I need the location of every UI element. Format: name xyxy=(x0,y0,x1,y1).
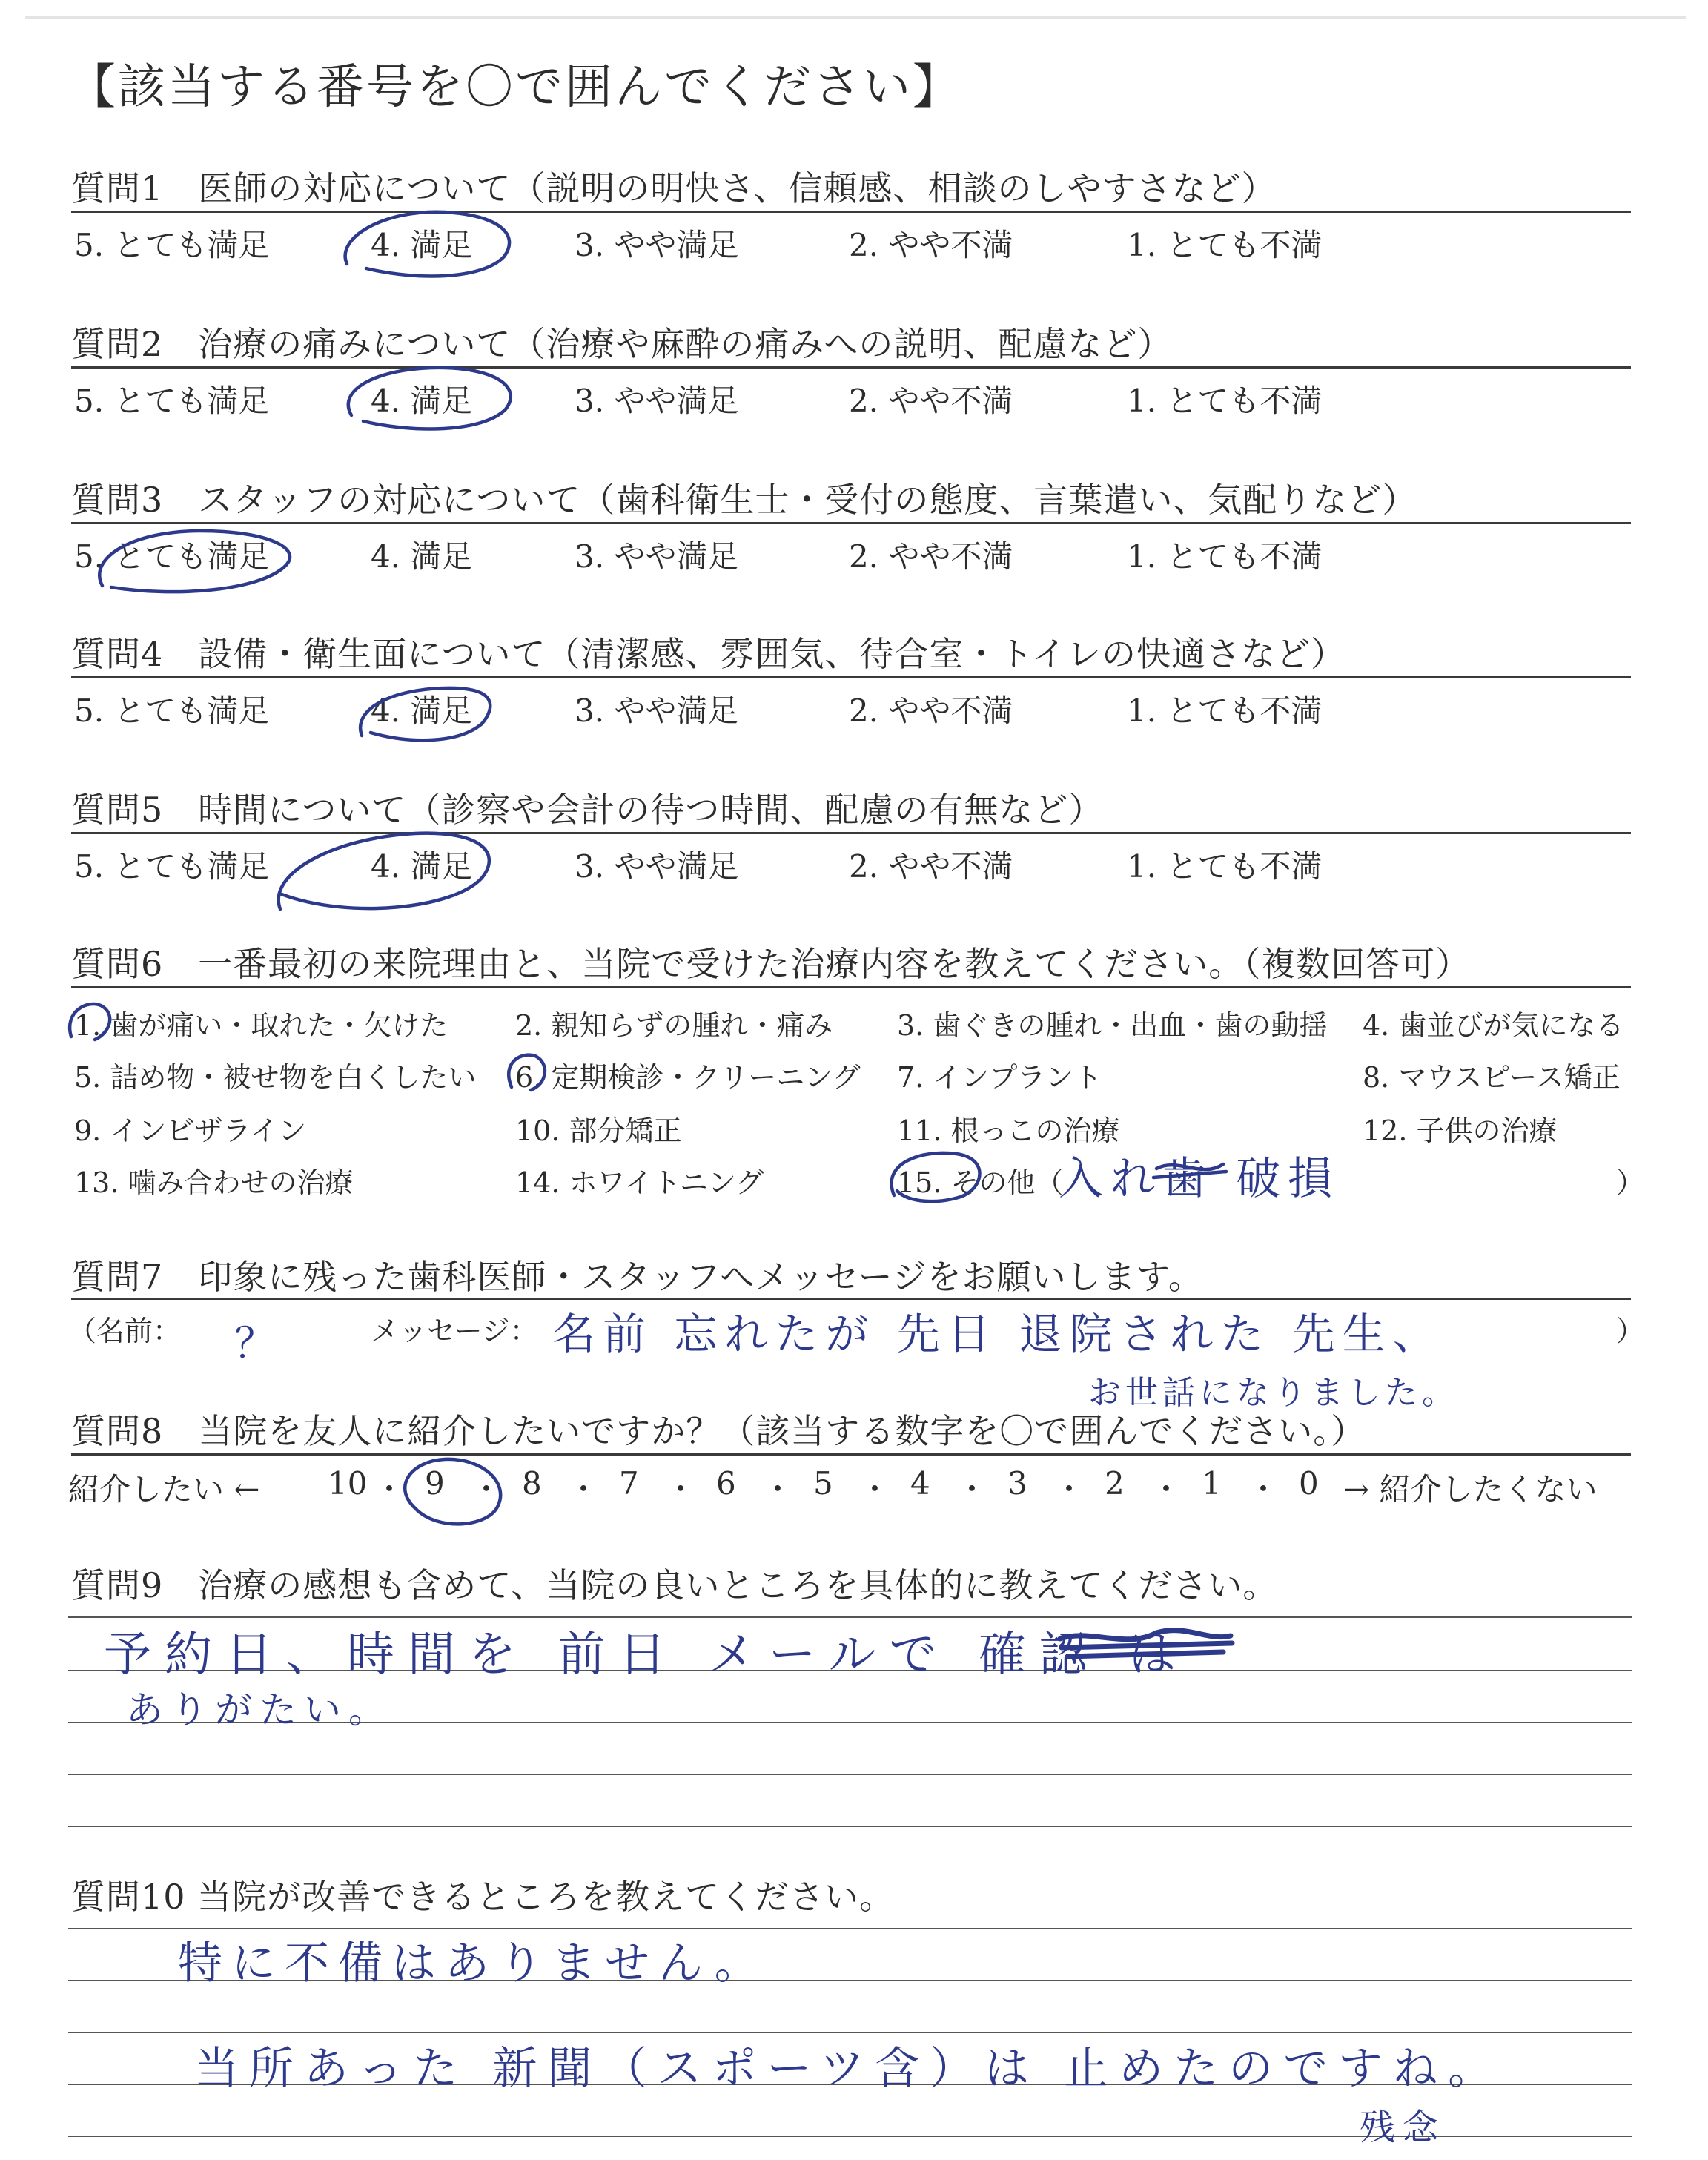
q6-other-handwritten[interactable]: 入れ歯 破損 xyxy=(1059,1153,1340,1205)
q6-option-1[interactable]: 1. 歯が痛い・取れた・欠けた xyxy=(74,1009,448,1042)
q4-option-3[interactable]: 3. やや満足 xyxy=(575,693,739,729)
question-4-title: 質問4 設備・衛生面について（清潔感、雰囲気、待合室・トイレの快適さなど） xyxy=(71,634,1346,674)
q8-scale-value-1[interactable]: 1 xyxy=(1202,1465,1222,1502)
q4-option-4[interactable]: 4. 満足 xyxy=(371,693,473,729)
q8-scale-separator: ・ xyxy=(1151,1471,1182,1507)
q8-scale-separator: ・ xyxy=(762,1471,794,1507)
q8-scale-separator: ・ xyxy=(1248,1471,1280,1507)
q6-option-12[interactable]: 12. 子供の治療 xyxy=(1363,1114,1558,1147)
q4-option-2[interactable]: 2. やや不満 xyxy=(849,693,1013,729)
q5-option-1[interactable]: 1. とても不満 xyxy=(1127,848,1323,885)
q8-scale-value-4[interactable]: 4 xyxy=(910,1465,930,1502)
q8-scale-separator: ・ xyxy=(956,1471,988,1507)
q10-answer-handwritten-1[interactable]: 特に不備はありません。 xyxy=(178,1938,768,1989)
q8-scale-value-3[interactable]: 3 xyxy=(1007,1465,1027,1502)
q1-option-1[interactable]: 1. とても不満 xyxy=(1127,227,1323,263)
q8-scale-value-8[interactable]: 8 xyxy=(522,1465,542,1502)
q6-option-5[interactable]: 5. 詰め物・被せ物を白くしたい xyxy=(74,1061,477,1094)
q8-scale-separator: ・ xyxy=(1053,1471,1085,1507)
question-2-rule xyxy=(71,366,1631,369)
q8-left-label: 紹介したい ← xyxy=(68,1471,260,1507)
question-2-title: 質問2 治療の痛みについて（治療や麻酔の痛みへの説明、配慮など） xyxy=(71,324,1173,364)
q3-option-1[interactable]: 1. とても不満 xyxy=(1127,538,1323,575)
q8-right-label: → 紹介したくない xyxy=(1343,1471,1598,1507)
q8-scale-value-10[interactable]: 10 xyxy=(328,1465,368,1502)
q3-option-2[interactable]: 2. やや不満 xyxy=(849,538,1013,575)
q6-option-14[interactable]: 14. ホワイトニング xyxy=(515,1166,764,1199)
q6-option-7[interactable]: 7. インプラント xyxy=(897,1061,1102,1094)
q9-answer-line-5 xyxy=(68,1826,1632,1827)
q2-option-4[interactable]: 4. 満足 xyxy=(371,383,473,419)
question-6-title: 質問6 一番最初の来院理由と、当院で受けた治療内容を教えてください。（複数回答可） xyxy=(71,944,1471,984)
q1-option-2[interactable]: 2. やや不満 xyxy=(849,227,1013,263)
question-7-title: 質問7 印象に残った歯科医師・スタッフへメッセージをお願いします。 xyxy=(71,1257,1203,1297)
q7-message-label: メッセージ： xyxy=(371,1315,538,1347)
q5-option-3[interactable]: 3. やや満足 xyxy=(575,848,739,885)
question-8-rule xyxy=(71,1453,1631,1456)
q8-scale-value-7[interactable]: 7 xyxy=(619,1465,639,1502)
q10-answer-handwritten-2[interactable]: 当所あった 新聞（スポーツ含）は 止めたのですね。 xyxy=(194,2043,1503,2095)
q6-option-9[interactable]: 9. インビザライン xyxy=(74,1114,307,1147)
top-border xyxy=(25,16,1686,19)
q8-scale-separator: ・ xyxy=(859,1471,891,1507)
q7-close-paren: ） xyxy=(1616,1315,1645,1347)
question-4-rule xyxy=(71,676,1631,678)
q6-option-10[interactable]: 10. 部分矯正 xyxy=(515,1114,682,1147)
q8-scale-separator: ・ xyxy=(471,1471,503,1507)
question-1-title: 質問1 医師の対応について（説明の明快さ、信頼感、相談のしやすさなど） xyxy=(71,168,1277,208)
question-3-rule xyxy=(71,522,1631,524)
q8-scale-value-6[interactable]: 6 xyxy=(716,1465,736,1502)
q9-answer-handwritten-1[interactable]: 予約日、時間を 前日 メールで 確認 は xyxy=(104,1628,1190,1682)
q7-message-line-2[interactable]: お世話になりました。 xyxy=(1088,1374,1459,1412)
q6-other-close-paren: ） xyxy=(1616,1166,1645,1199)
q2-option-5[interactable]: 5. とても満足 xyxy=(74,383,270,419)
q1-option-5[interactable]: 5. とても満足 xyxy=(74,227,270,263)
q6-option-13[interactable]: 13. 噛み合わせの治療 xyxy=(74,1166,354,1199)
q2-option-1[interactable]: 1. とても不満 xyxy=(1127,383,1323,419)
q5-option-2[interactable]: 2. やや不満 xyxy=(849,848,1013,885)
q2-option-2[interactable]: 2. やや不満 xyxy=(849,383,1013,419)
q5-option-4[interactable]: 4. 満足 xyxy=(371,848,473,885)
q7-name-label: （名前： xyxy=(68,1315,182,1347)
q9-answer-line-4 xyxy=(68,1774,1632,1775)
q8-scale-separator: ・ xyxy=(374,1471,406,1507)
question-5-rule xyxy=(71,832,1631,834)
question-6-rule xyxy=(71,986,1631,988)
q6-option-15[interactable]: 15. その他（ xyxy=(897,1166,1064,1199)
q3-option-5[interactable]: 5. とても満足 xyxy=(74,538,270,575)
question-9-title: 質問9 治療の感想も含めて、当院の良いところを具体的に教えてください。 xyxy=(71,1565,1278,1605)
q6-option-6[interactable]: 6. 定期検診・クリーニング xyxy=(515,1061,861,1094)
q5-option-5[interactable]: 5. とても満足 xyxy=(74,848,270,885)
instruction-header: 【該当する番号を〇で囲んでください】 xyxy=(68,60,962,115)
q4-option-5[interactable]: 5. とても満足 xyxy=(74,693,270,729)
question-1-rule xyxy=(71,211,1631,213)
question-3-title: 質問3 スタッフの対応について（歯科衛生士・受付の態度、言葉遣い、気配りなど） xyxy=(71,480,1417,520)
q7-message-line-1[interactable]: 名前 忘れたが 先日 退院された 先生、 xyxy=(552,1309,1443,1359)
q1-option-4[interactable]: 4. 満足 xyxy=(371,227,473,263)
q3-option-4[interactable]: 4. 満足 xyxy=(371,538,473,575)
q10-answer-handwritten-3[interactable]: 残念 xyxy=(1360,2107,1446,2148)
q8-scale-value-9[interactable]: 9 xyxy=(425,1465,445,1502)
q2-option-3[interactable]: 3. やや満足 xyxy=(575,383,739,419)
question-5-title: 質問5 時間について（診察や会計の待つ時間、配慮の有無など） xyxy=(71,790,1104,830)
q6-option-11[interactable]: 11. 根っこの治療 xyxy=(897,1114,1120,1147)
q6-option-3[interactable]: 3. 歯ぐきの腫れ・出血・歯の動揺 xyxy=(897,1009,1328,1042)
q1-option-3[interactable]: 3. やや満足 xyxy=(575,227,739,263)
q9-answer-handwritten-2[interactable]: ありがたい。 xyxy=(126,1688,393,1731)
q7-name-handwritten[interactable]: ？ xyxy=(234,1320,283,1368)
q6-option-2[interactable]: 2. 親知らずの腫れ・痛み xyxy=(515,1009,833,1042)
question-10-title: 質問10 当院が改善できるところを教えてください。 xyxy=(71,1877,895,1917)
q8-scale-value-5[interactable]: 5 xyxy=(813,1465,833,1502)
question-8-title: 質問8 当院を友人に紹介したいですか？（該当する数字を〇で囲んでください。） xyxy=(71,1411,1366,1451)
q8-scale-separator: ・ xyxy=(665,1471,697,1507)
q8-scale-value-2[interactable]: 2 xyxy=(1105,1465,1125,1502)
q6-option-8[interactable]: 8. マウスピース矯正 xyxy=(1363,1061,1621,1094)
q6-option-4[interactable]: 4. 歯並びが気になる xyxy=(1363,1009,1624,1042)
q4-option-1[interactable]: 1. とても不満 xyxy=(1127,693,1323,729)
q8-scale-value-0[interactable]: 0 xyxy=(1299,1465,1319,1502)
q8-scale-separator: ・ xyxy=(568,1471,600,1507)
q3-option-3[interactable]: 3. やや満足 xyxy=(575,538,739,575)
